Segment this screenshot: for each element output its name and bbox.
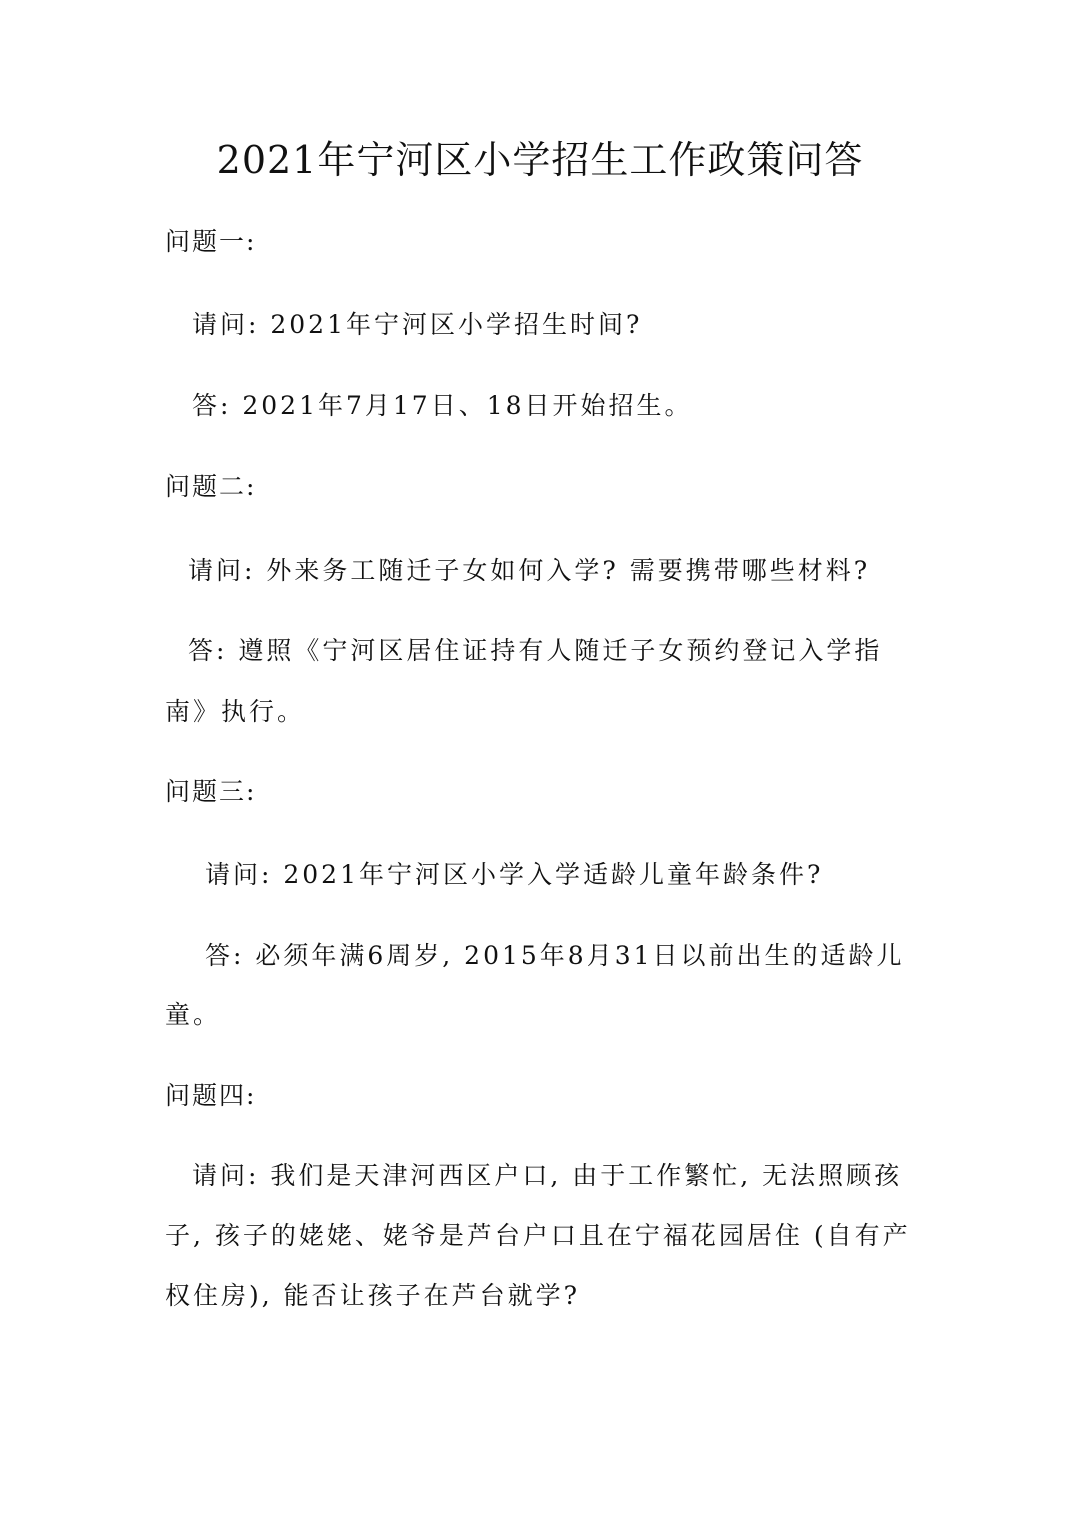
question-4-line-2: 子, 孩子的姥姥、姥爷是芦台户口且在宁福花园居住 (自有产 <box>165 1221 911 1250</box>
document-title: 2021年宁河区小学招生工作政策问答 <box>216 138 864 182</box>
question-4-line-1: 请问: 我们是天津河西区户口, 由于工作繁忙, 无法照顾孩 <box>192 1161 903 1190</box>
answer-2-line-2: 南》执行。 <box>165 697 306 726</box>
question-3-text: 请问: 2021年宁河区小学入学适龄儿童年龄条件? <box>205 860 824 889</box>
answer-3-line-1: 答: 必须年满6周岁, 2015年8月31日以前出生的适龄儿 <box>205 941 905 970</box>
question-4-label: 问题四: <box>165 1081 257 1110</box>
question-3-label: 问题三: <box>165 777 257 806</box>
answer-1-text: 答: 2021年7月17日、18日开始招生。 <box>192 391 693 420</box>
question-1-text: 请问: 2021年宁河区小学招生时间? <box>192 310 643 339</box>
question-4-line-3: 权住房), 能否让孩子在芦台就学? <box>165 1281 581 1310</box>
answer-3-line-2: 童。 <box>165 1000 222 1029</box>
question-1-label: 问题一: <box>165 227 257 256</box>
question-2-label: 问题二: <box>165 472 257 501</box>
answer-2-line-1: 答: 遵照《宁河区居住证持有人随迁子女预约登记入学指 <box>188 636 883 665</box>
question-2-text: 请问: 外来务工随迁子女如何入学? 需要携带哪些材料? <box>188 556 871 585</box>
